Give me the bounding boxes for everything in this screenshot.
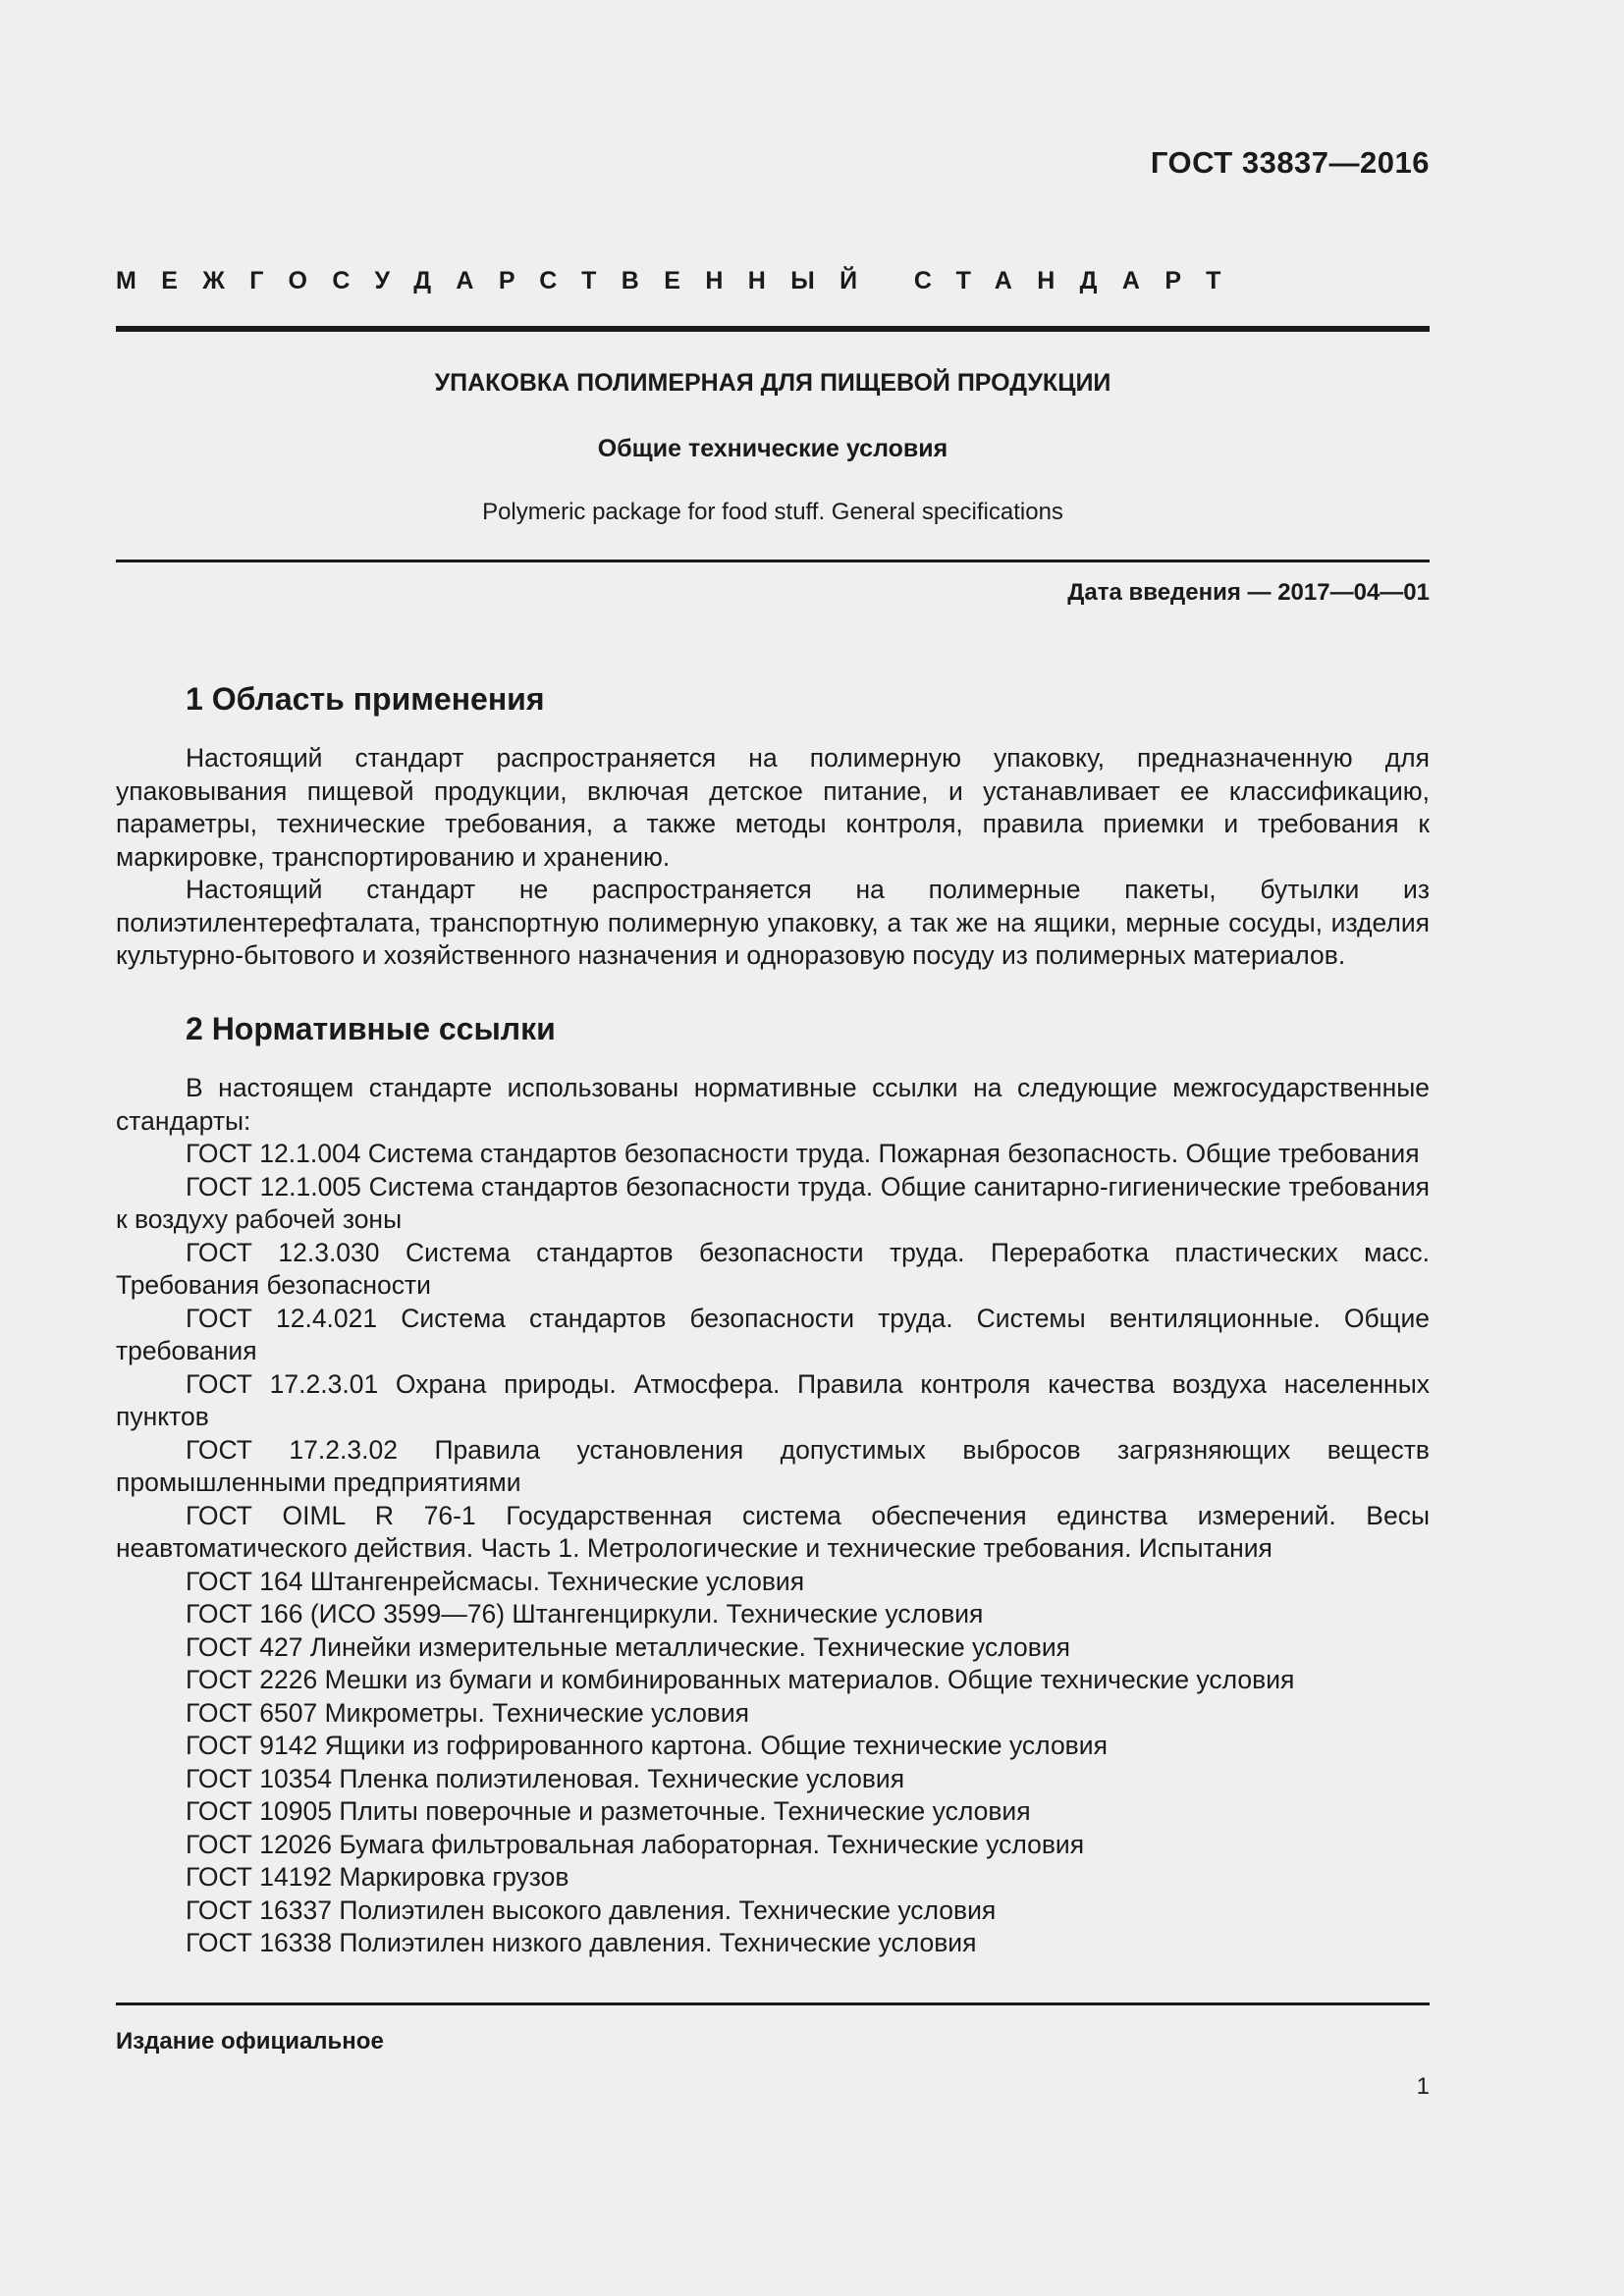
section-1-heading: 1 Область применения [186, 681, 545, 717]
reference-item: ГОСТ 164 Штангенрейсмасы. Технические условия [186, 1566, 805, 1596]
section-2-intro: В настоящем стандарте использованы нормативные ссылки на следующие межгосударственные стандарты: [116, 1073, 1430, 1136]
interstate-standard-label: МЕЖГОСУДАРСТВЕННЫЙ СТАНДАРТ [116, 267, 1246, 294]
official-edition-label: Издание официальное [116, 2028, 384, 2055]
reference-item: ГОСТ 2226 Мешки из бумаги и комбинированных материалов. Общие технические условия [186, 1665, 1295, 1694]
english-title: Polymeric package for food stuff. General specifications [482, 499, 1063, 525]
document-title: УПАКОВКА ПОЛИМЕРНАЯ ДЛЯ ПИЩЕВОЙ ПРОДУКЦИИ [434, 369, 1111, 397]
document-number: ГОСТ 33837—2016 [1150, 145, 1430, 180]
section-2-body [116, 1072, 1430, 1960]
reference-item: ГОСТ OIML R 76-1 Государственная система обеспечения единства измерений. Весы неавтоматического действия. Часть 1. Метрологические и технические требования. Испытания [116, 1500, 1430, 1563]
reference-item: ГОСТ 10905 Плиты поверочные и разметочные. Технические условия [186, 1796, 1031, 1826]
reference-item: ГОСТ 12.4.021 Система стандартов безопасности труда. Системы вентиляционные. Общие требования [116, 1303, 1430, 1365]
footer-rule [116, 2002, 1430, 2005]
reference-item: ГОСТ 427 Линейки измерительные металлические. Технические условия [186, 1631, 1070, 1662]
section-1-paragraph: Настоящий стандарт не распространяется на полимерные пакеты, бутылки из полиэтилентерефталата, транспортную полимерную упаковку, а так же на ящики, мерные сосуды, изделия культурно-бытового и хозяйственного назначения и одноразовую посуду из полимерных материалов. [116, 875, 1430, 970]
section-1-body [116, 742, 1430, 973]
header-rule [116, 326, 1430, 332]
reference-item: ГОСТ 17.2.3.02 Правила установления допустимых выбросов загрязняющих веществ промышленными предприятиями [116, 1434, 1430, 1497]
reference-item: ГОСТ 17.2.3.01 Охрана природы. Атмосфера. Правила контроля качества воздуха населенных пунктов [116, 1368, 1430, 1431]
reference-item: ГОСТ 12026 Бумага фильтровальная лабораторная. Технические условия [186, 1829, 1085, 1859]
section-1-paragraph: Настоящий стандарт распространяется на полимерную упаковку, предназначенную для упаковывания пищевой продукции, включая детское питание, и устанавливает ее классификацию, параметры, технические требования, а также методы контроля, правила приемки и требования к маркировке, транспортированию и хранению. [116, 743, 1430, 872]
reference-item: ГОСТ 9142 Ящики из гофрированного картона. Общие технические условия [186, 1731, 1108, 1760]
reference-item: ГОСТ 16337 Полиэтилен высокого давления. Технические условия [186, 1895, 997, 1925]
title-rule [116, 560, 1430, 562]
reference-list [116, 1138, 1430, 1960]
introduction-date: Дата введения — 2017—04—01 [1067, 579, 1430, 606]
reference-item: ГОСТ 12.1.005 Система стандартов безопасности труда. Общие санитарно-гигиенические требования к воздуху рабочей зоны [116, 1171, 1430, 1234]
reference-item: ГОСТ 166 (ИСО 3599—76) Штангенциркули. Технические условия [186, 1599, 984, 1629]
reference-item: ГОСТ 14192 Маркировка грузов [186, 1862, 569, 1892]
reference-item: ГОСТ 12.3.030 Система стандартов безопасности труда. Переработка пластических масс. Требования безопасности [116, 1237, 1430, 1300]
section-2-heading: 2 Нормативные ссылки [186, 1011, 556, 1046]
document-subtitle: Общие технические условия [597, 435, 948, 462]
reference-item: ГОСТ 12.1.004 Система стандартов безопасности труда. Пожарная безопасность. Общие требования [186, 1139, 1420, 1168]
reference-item: ГОСТ 16338 Полиэтилен низкого давления. Технические условия [186, 1928, 977, 1957]
reference-item: ГОСТ 10354 Пленка полиэтиленовая. Технические условия [186, 1763, 905, 1793]
reference-item: ГОСТ 6507 Микрометры. Технические условия [186, 1697, 750, 1728]
page-number: 1 [1416, 2073, 1430, 2100]
